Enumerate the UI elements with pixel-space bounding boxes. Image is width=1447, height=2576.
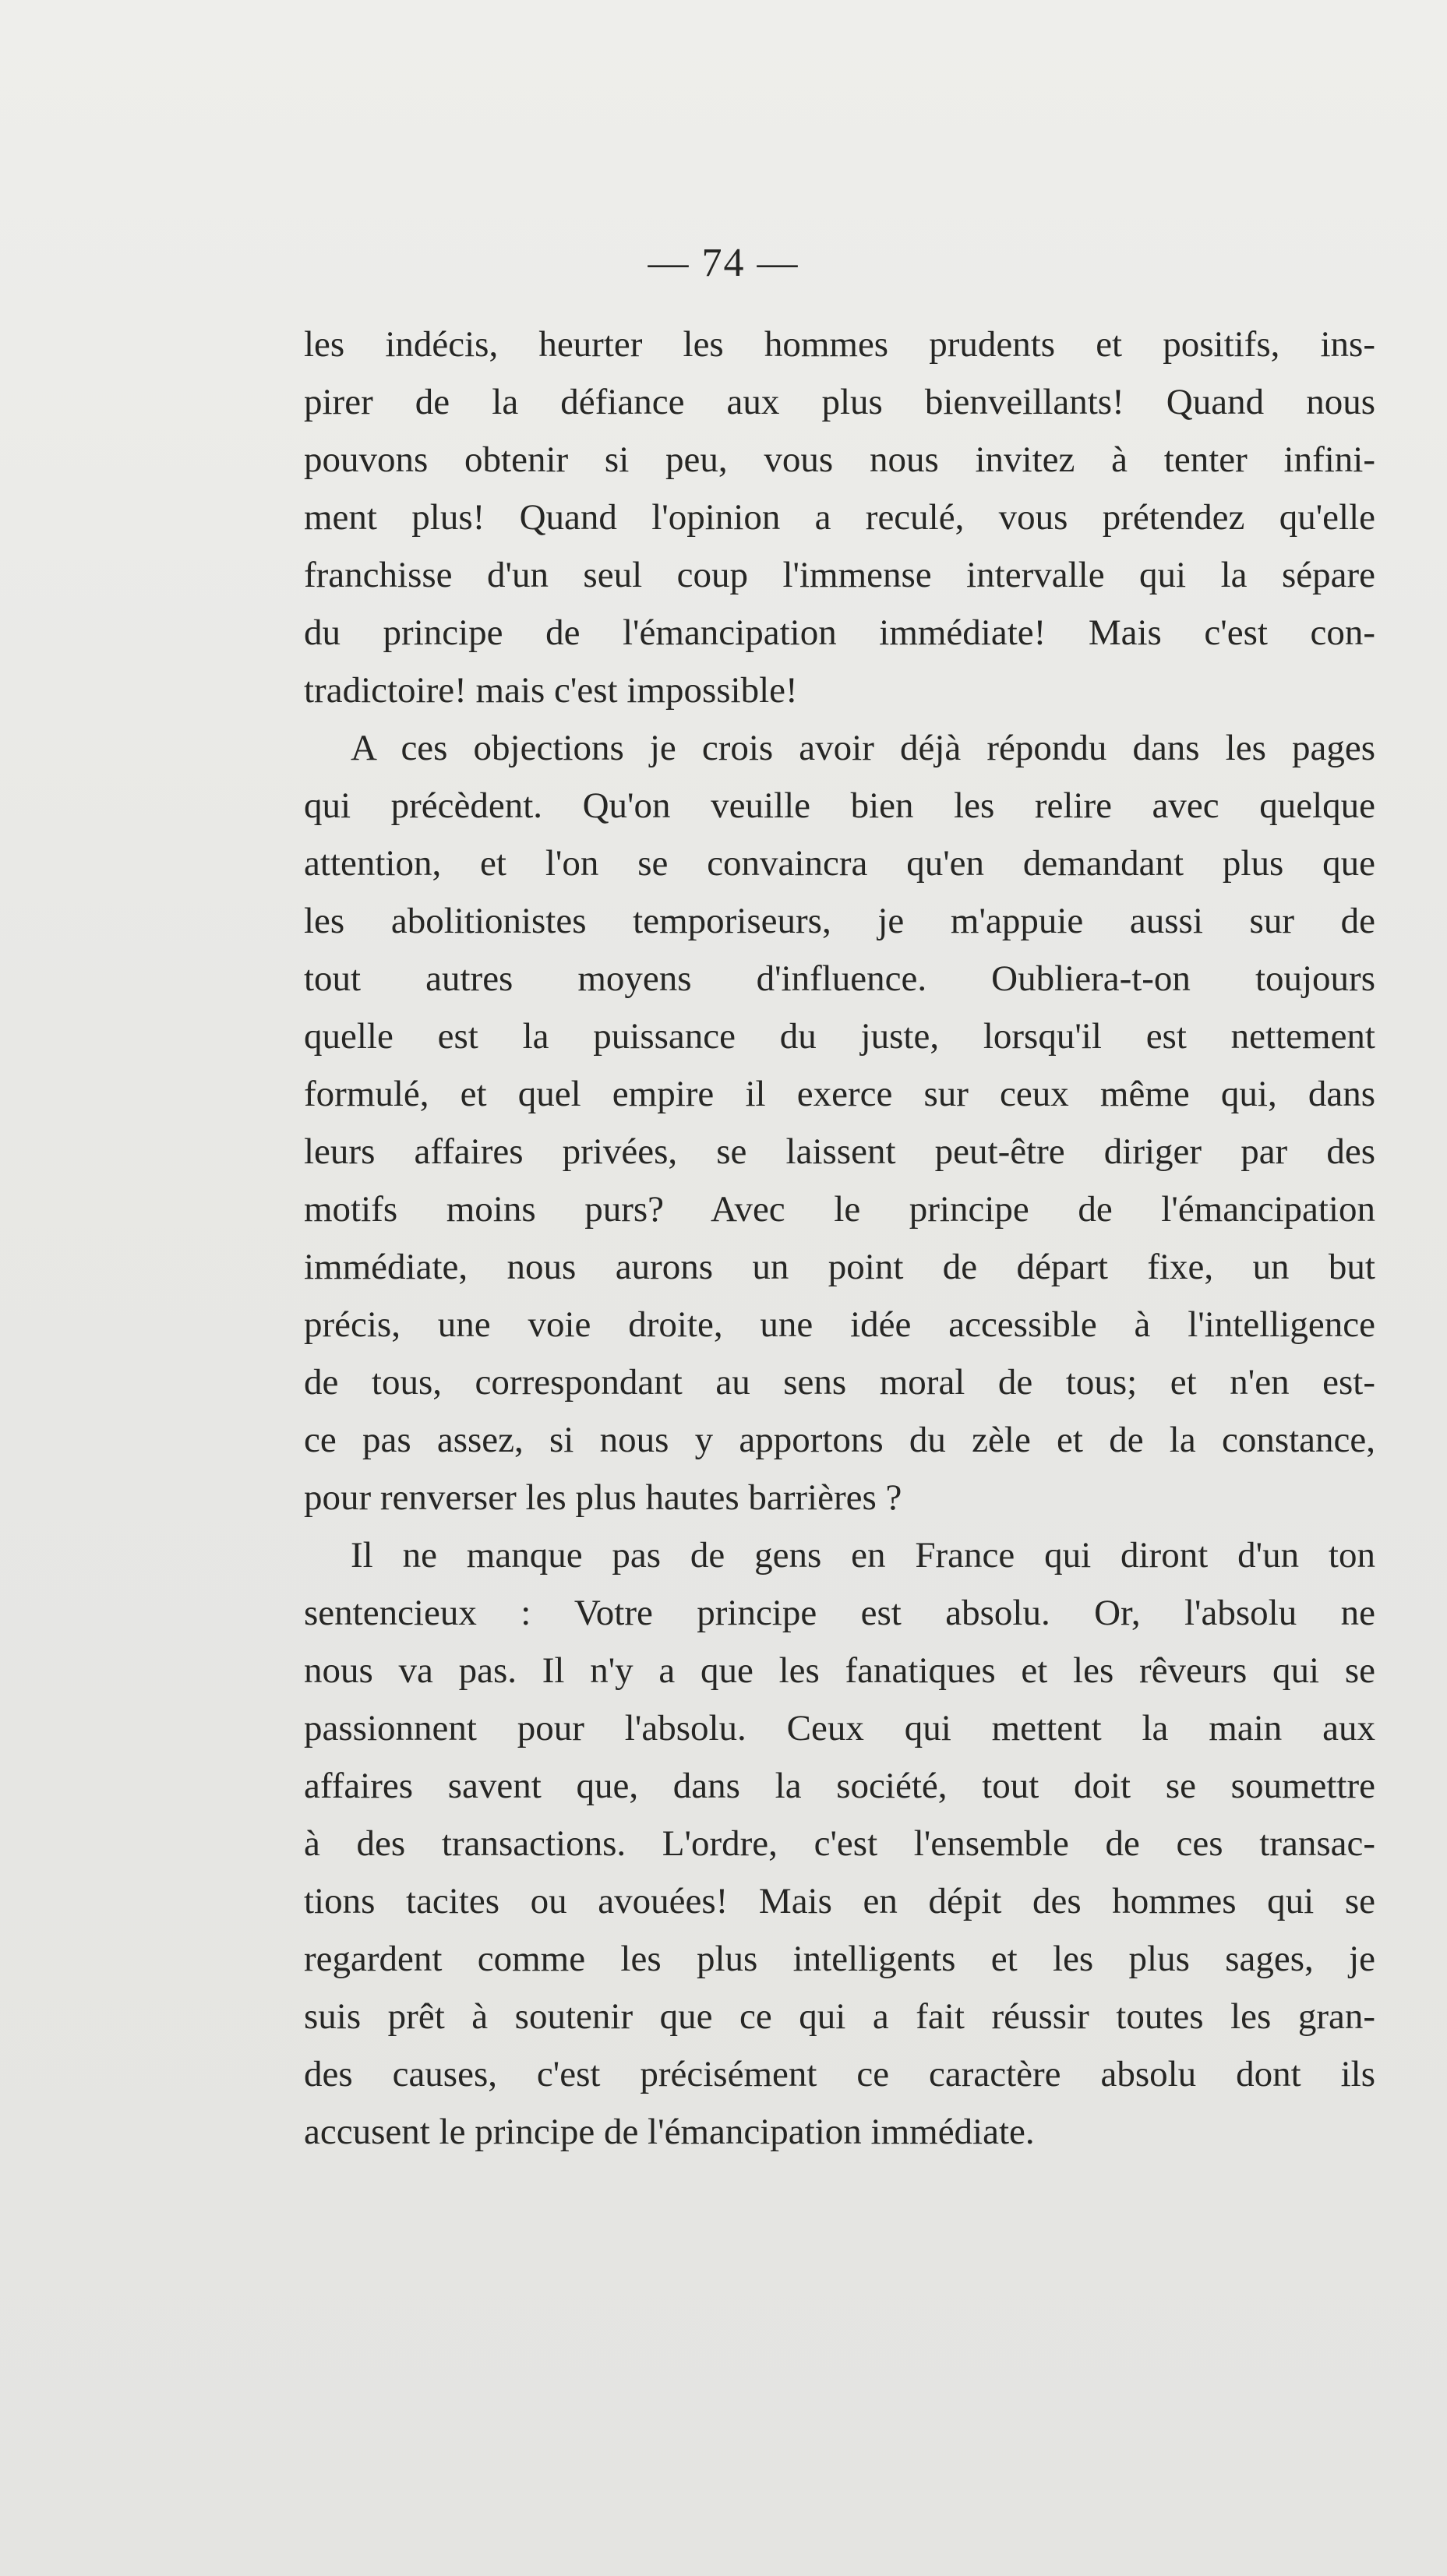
text-line: affaires savent que, dans la société, tout doit se soumettre [304, 1766, 1375, 1806]
paragraph-2 [304, 719, 1375, 1526]
text-line: tions tacites ou avouées! Mais en dépit des hommes qui se [304, 1881, 1375, 1921]
paragraph-3 [304, 1526, 1375, 2161]
text-line: à des transactions. L'ordre, c'est l'ensemble de ces transac- [304, 1823, 1375, 1864]
text-line: qui précèdent. Qu'on veuille bien les relire avec quelque [304, 785, 1375, 826]
text-line: des causes, c'est précisément ce caractère absolu dont ils [304, 2054, 1375, 2094]
text-line: les abolitionistes temporiseurs, je m'appuie aussi sur de [304, 901, 1375, 941]
text-line: suis prêt à soutenir que ce qui a fait réussir toutes les gran- [304, 1996, 1375, 2037]
text-line: tradictoire! mais c'est impossible! [304, 670, 798, 711]
text-line: regardent comme les plus intelligents et les plus sages, je [304, 1939, 1375, 1979]
text-line: pirer de la défiance aux plus bienveillants! Quand nous [304, 382, 1375, 422]
page-number: — 74 — [648, 241, 799, 285]
text-line: immédiate, nous aurons un point de départ fixe, un but [304, 1247, 1375, 1287]
text-line: précis, une voie droite, une idée accessible à l'intelligence [304, 1304, 1375, 1345]
text-line: leurs affaires privées, se laissent peut-être diriger par des [304, 1131, 1375, 1172]
text-line: A ces objections je crois avoir déjà répondu dans les pages [351, 728, 1375, 768]
text-line: du principe de l'émancipation immédiate! Mais c'est con- [304, 612, 1375, 653]
text-line: formulé, et quel empire il exerce sur ceux même qui, dans [304, 1074, 1375, 1114]
text-line: pouvons obtenir si peu, vous nous invitez à tenter infini- [304, 439, 1375, 480]
text-line: les indécis, heurter les hommes prudents et positifs, ins- [304, 324, 1375, 365]
text-line: Il ne manque pas de gens en France qui diront d'un ton [351, 1535, 1375, 1576]
text-line: tout autres moyens d'influence. Oubliera-t-on toujours [304, 958, 1375, 999]
text-line: ment plus! Quand l'opinion a reculé, vous prétendez qu'elle [304, 497, 1375, 538]
paragraph-1 [304, 316, 1375, 719]
text-line: de tous, correspondant au sens moral de tous; et n'en est- [304, 1362, 1375, 1403]
text-line: attention, et l'on se convaincra qu'en demandant plus que [304, 843, 1375, 884]
text-line: franchisse d'un seul coup l'immense intervalle qui la sépare [304, 555, 1375, 595]
text-line: sentencieux : Votre principe est absolu. Or, l'absolu ne [304, 1593, 1375, 1633]
text-line: motifs moins purs? Avec le principe de l'émancipation [304, 1189, 1375, 1230]
text-line: passionnent pour l'absolu. Ceux qui mettent la main aux [304, 1708, 1375, 1749]
text-line: pour renverser les plus hautes barrières ? [304, 1477, 902, 1518]
page-text [304, 316, 1375, 2161]
text-line: accusent le principe de l'émancipation immédiate. [304, 2112, 1035, 2152]
text-line: quelle est la puissance du juste, lorsqu'il est nettement [304, 1016, 1375, 1057]
text-line: nous va pas. Il n'y a que les fanatiques et les rêveurs qui se [304, 1650, 1375, 1691]
text-line: ce pas assez, si nous y apportons du zèle et de la constance, [304, 1420, 1375, 1460]
